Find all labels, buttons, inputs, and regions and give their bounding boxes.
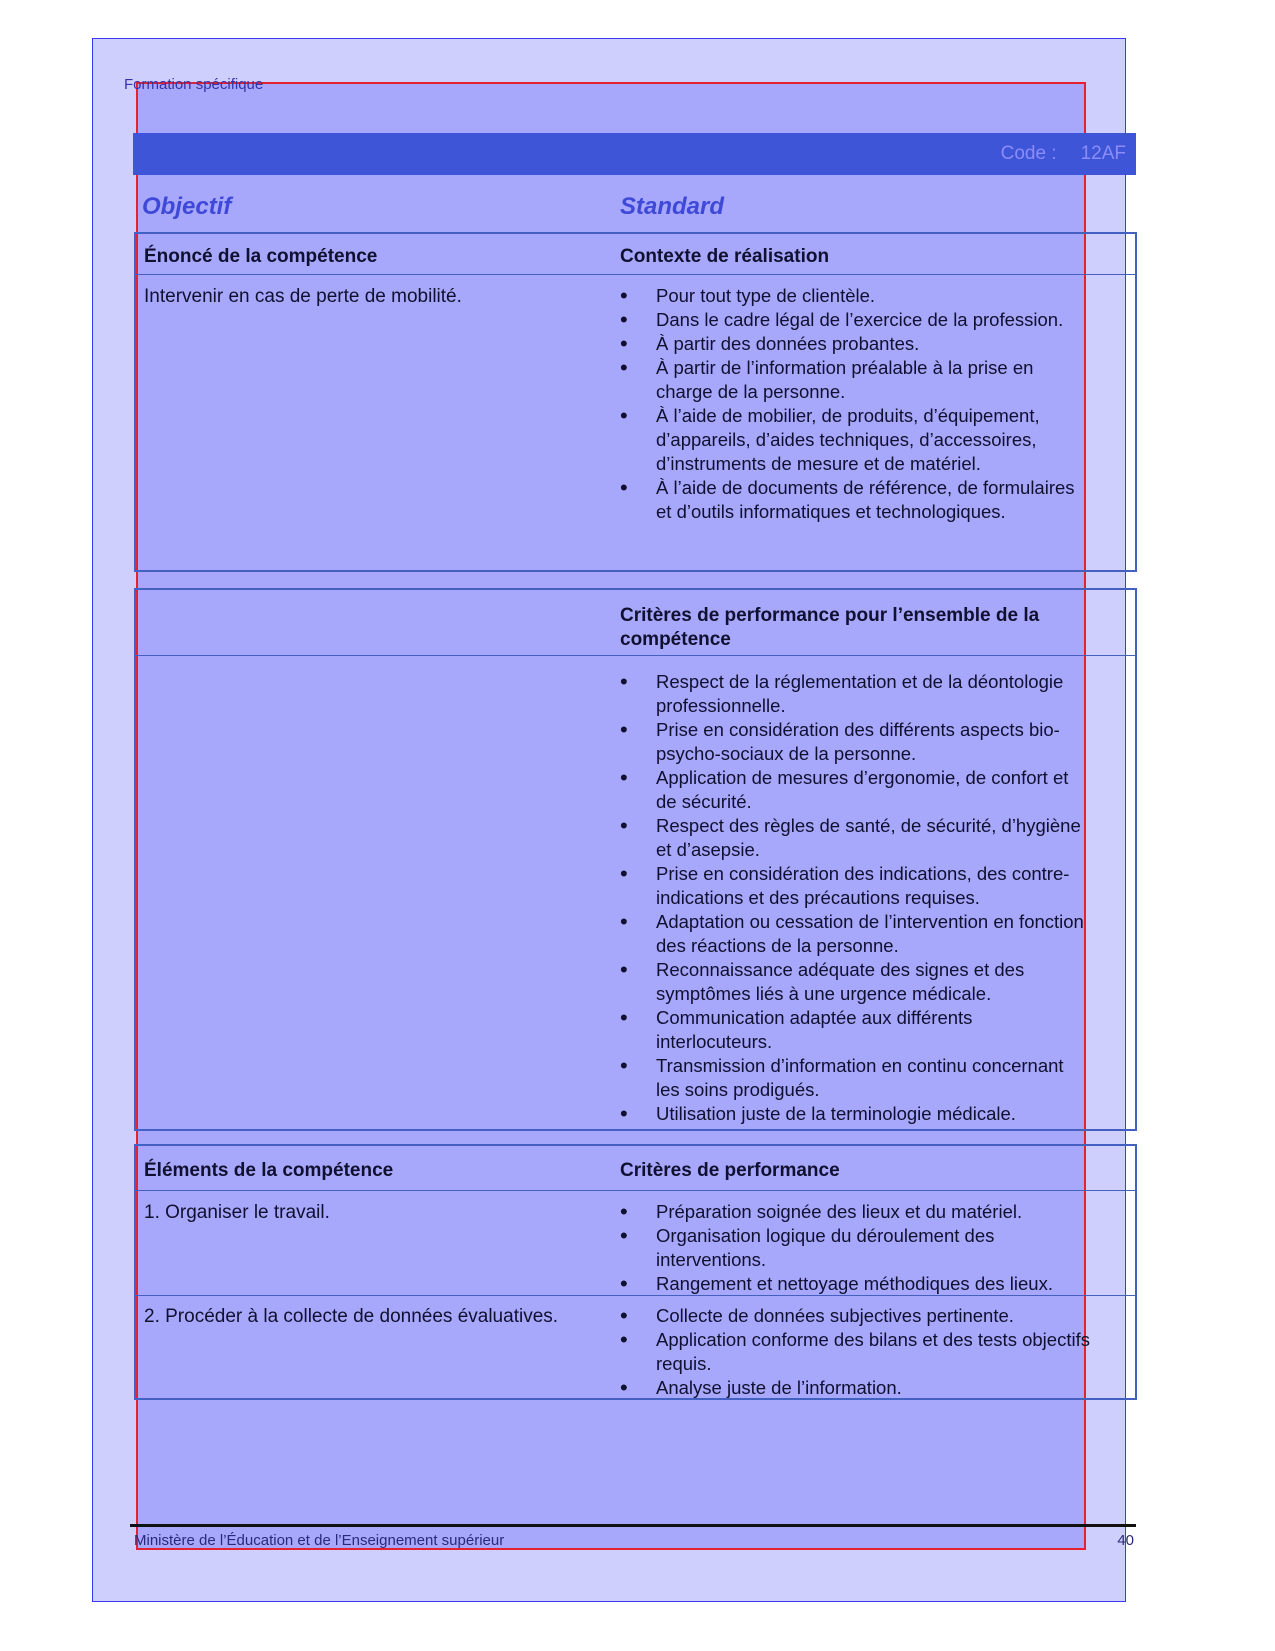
context-title: Contexte de réalisation <box>620 246 830 267</box>
list-item: • Adaptation ou cessation de l’intervention en fonction des réactions de la personne. <box>620 910 1090 958</box>
list-item: • Prise en considération des indications, des contre-indications et des précautions requises. <box>620 862 1090 910</box>
list-item: • Utilisation juste de la terminologie médicale. <box>620 1102 1090 1126</box>
list-item: • Respect des règles de santé, de sécurité, d’hygiène et d’asepsie. <box>620 814 1090 862</box>
list-item: • Reconnaissance adéquate des signes et des symptômes liés à une urgence médicale. <box>620 958 1090 1006</box>
list-item: • Organisation logique du déroulement des interventions. <box>620 1224 1090 1272</box>
footer-rule <box>130 1524 1136 1527</box>
elements-title: Éléments de la compétence <box>144 1160 394 1181</box>
code-text <box>1001 143 1126 165</box>
list-item: • Communication adaptée aux différents interlocuteurs. <box>620 1006 1090 1054</box>
competence-statement: Intervenir en cas de perte de mobilité. <box>144 286 462 307</box>
footer-ministry: Ministère de l’Éducation et de l’Enseignement supérieur <box>134 1532 505 1549</box>
element-label: 1. Organiser le travail. <box>144 1202 330 1223</box>
element-label: 2. Procéder à la collecte de données évaluatives. <box>144 1306 559 1327</box>
header-label: Formation spécifique <box>124 76 264 93</box>
list-item: • À partir de l’information préalable à la prise en charge de la personne. <box>620 356 1080 404</box>
element-criteria-title: Critères de performance <box>620 1160 840 1181</box>
list-item: • Collecte de données subjectives pertinente. <box>620 1304 1090 1328</box>
global-criteria-list <box>620 670 1090 1126</box>
list-item: • Rangement et nettoyage méthodiques des lieux. <box>620 1272 1090 1296</box>
row-divider <box>136 655 1135 656</box>
list-item: • Prise en considération des différents aspects bio-psycho-sociaux de la personne. <box>620 718 1090 766</box>
code-value: 12AF <box>1080 143 1126 164</box>
standard-heading: Standard <box>620 193 725 220</box>
list-item: • Application de mesures d’ergonomie, de confort et de sécurité. <box>620 766 1090 814</box>
global-criteria-title: Critères de performance pour l’ensemble de la compétence <box>620 605 1040 650</box>
elements-box <box>134 1144 1137 1400</box>
list-item: • Dans le cadre légal de l’exercice de la profession. <box>620 308 1080 332</box>
list-item: • Préparation soignée des lieux et du matériel. <box>620 1200 1090 1224</box>
page-number: 40 <box>1117 1532 1134 1549</box>
statement-title: Énoncé de la compétence <box>144 246 378 267</box>
objective-heading: Objectif <box>142 193 232 220</box>
competence-context-box <box>134 232 1137 572</box>
list-item: • Transmission d’information en continu concernant les soins prodigués. <box>620 1054 1090 1102</box>
element-criteria-list <box>620 1200 1090 1296</box>
list-item: • À partir des données probantes. <box>620 332 1080 356</box>
code-bar <box>133 133 1136 175</box>
element-criteria-list <box>620 1304 1090 1400</box>
list-item: • Analyse juste de l’information. <box>620 1376 1090 1400</box>
context-list <box>620 284 1080 524</box>
row-divider <box>136 1190 1135 1191</box>
list-item: • À l’aide de documents de référence, de formulaires et d’outils informatiques et technologiques. <box>620 476 1080 524</box>
list-item: • Pour tout type de clientèle. <box>620 284 1080 308</box>
list-item: • À l’aide de mobilier, de produits, d’équipement, d’appareils, d’aides techniques, d’accessoires, d’instruments de mesure et de matériel. <box>620 404 1080 476</box>
global-criteria-box <box>134 588 1137 1131</box>
list-item: • Respect de la réglementation et de la déontologie professionnelle. <box>620 670 1090 718</box>
code-label: Code : <box>1000 143 1057 164</box>
row-divider <box>136 274 1135 275</box>
list-item: • Application conforme des bilans et des tests objectifs requis. <box>620 1328 1090 1376</box>
